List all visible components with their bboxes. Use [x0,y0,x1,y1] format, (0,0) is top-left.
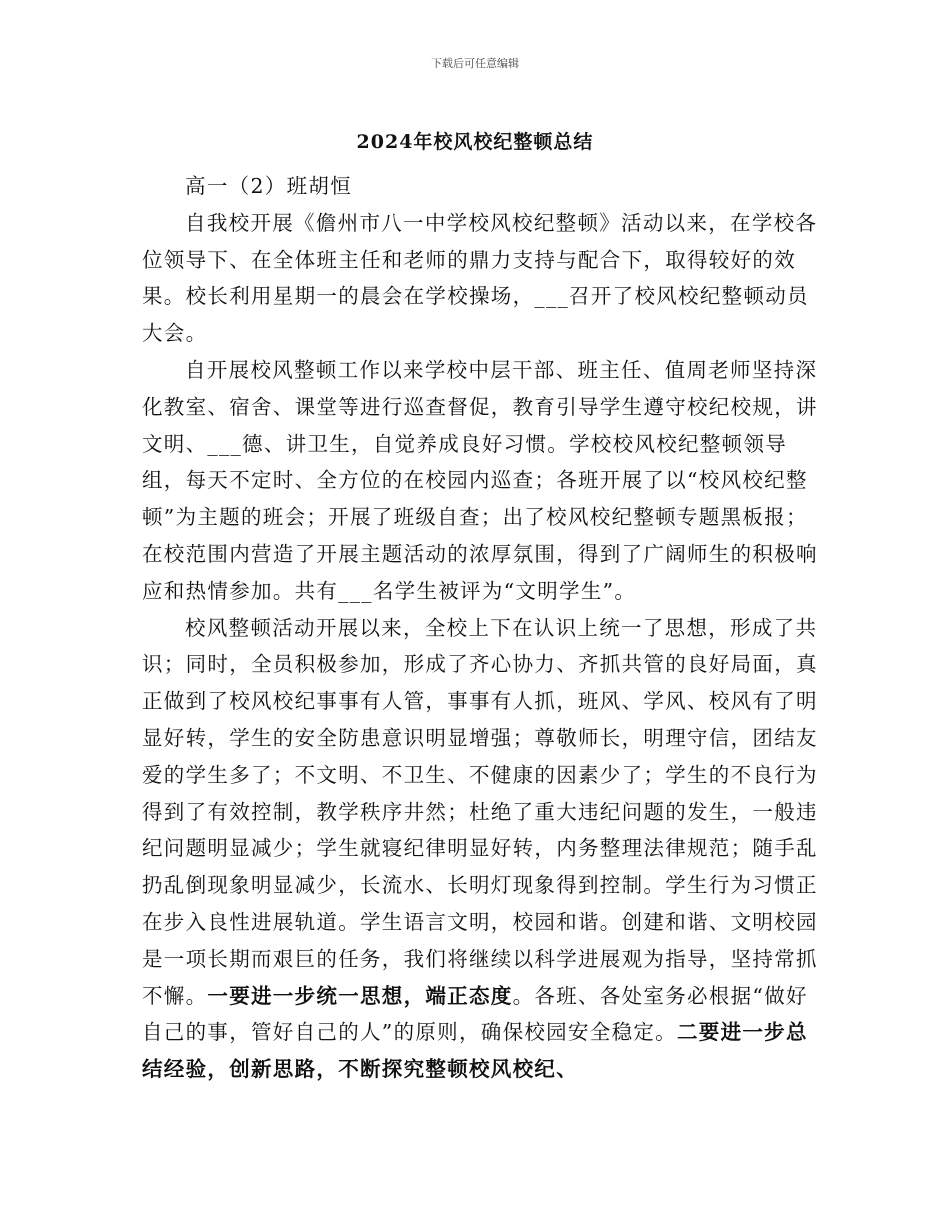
document-title: 2024年校风校纪整顿总结 [356,131,594,153]
emphasis-point-1: 一要进一步统一思想，端正态度 [207,983,513,1008]
document-body [142,168,827,1088]
emphasis-point-2: 二要进一步总结经验，创新思路，不断探究整顿校风校纪、 [142,1020,808,1082]
header-note: 下载后可任意编辑 [431,57,519,70]
author-line: 高一（2）班胡恒 [185,174,352,198]
body-paragraph-2: 自开展校风整顿工作以来学校中层干部、班主任、值周老师坚持深化教室、宿舍、课堂等进行巡查督促，教育引导学生遵守校纪校规，讲文明、___德、讲卫生，自觉养成良好习惯。学校校风校纪整顿领导组，每天不定时、全方位的在校园内巡查；各班开展了以“校风校纪整顿”为主题的班会；开展了班级自查；出了校风校纪整顿专题黑板报；在校范围内营造了开展主题活动的浓厚氛围，得到了广阔师生的积极响应和热情参加。共有___名学生被评为“文明学生”。 [142,357,818,603]
body-paragraph-1: 自我校开展《儋州市八一中学校风校纪整顿》活动以来，在学校各位领导下、在全体班主任和老师的鼎力支持与配合下，取得较好的效果。校长利用星期一的晨会在学校操场，___召开了校风校纪整顿动员大会。 [142,210,818,346]
paragraph-3-text-a: 校风整顿活动开展以来，全校上下在认识上统一了思想，形成了共识；同时，全员积极参加，形成了齐心协力、齐抓共管的良好局面，真正做到了校风校纪事事有人管，事事有人抓，班风、学风、校风有了明显好转，学生的安全防患意识明显增强；尊敬师长，明理守信，团结友爱的学生多了；不文明、不卫生、不健康的因素少了；学生的不良行为得到了有效控制，教学秩序井然；杜绝了重大违纪问题的发生，一般违纪问题明显减少；学生就寝纪律明显好转，内务整理法律规范；随手乱扔乱倒现象明显减少，长流水、长明灯现象得到控制。学生行为习惯正在步入良性进展轨道。学生语言文明，校园和谐。创建和谐、文明校园是一项长期而艰巨的任务，我们将继续以科学进展观为指导，坚持常抓不懈。 [142,615,818,1008]
body-paragraph-3 [142,610,827,1088]
paragraph-3-text-b: 。各班、各处室务必根据“做好自己的事，管好自己的人”的原则，确保校园安全稳定。 [142,983,808,1045]
